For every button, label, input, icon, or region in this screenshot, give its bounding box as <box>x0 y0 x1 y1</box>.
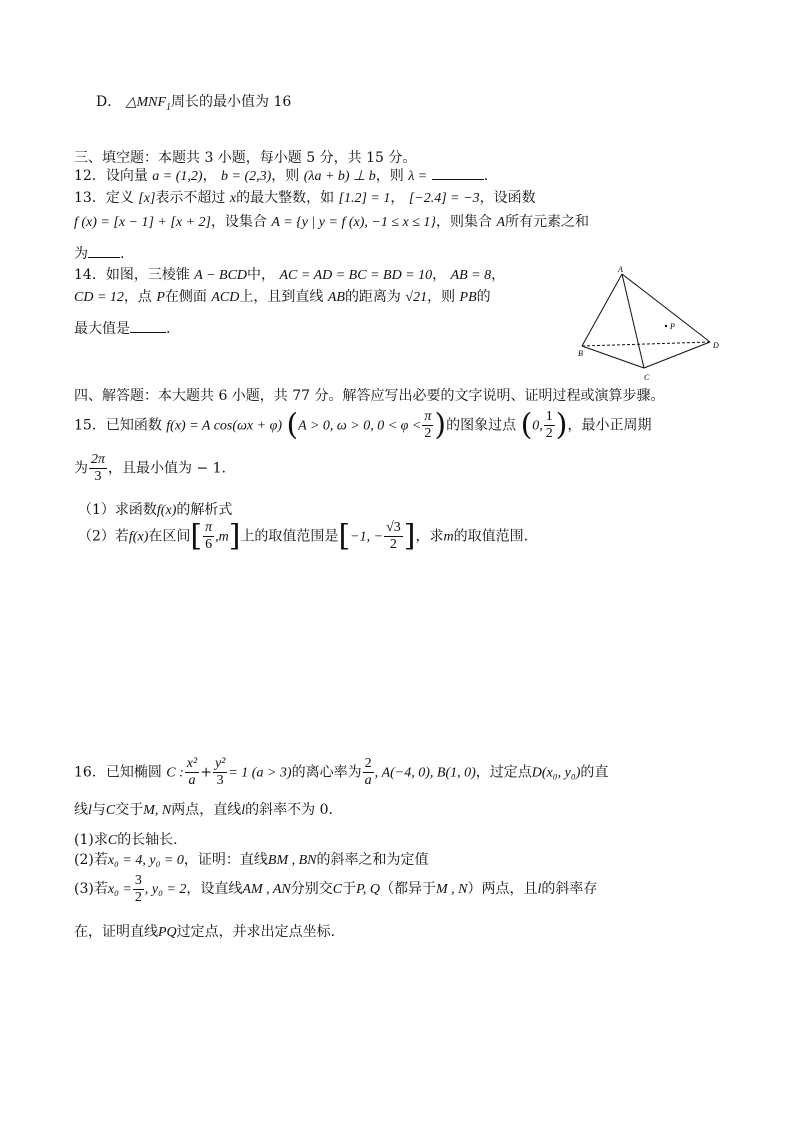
q12-sep: ， <box>202 168 217 184</box>
q15-sqrt3: √3 <box>386 520 401 535</box>
q16-p3b-text1: 在，证明直线 <box>74 924 158 940</box>
q12 <box>74 165 488 187</box>
q16-a: a <box>188 773 196 788</box>
q16-p3-text6: 的斜率存 <box>541 881 598 897</box>
q14-pb: PB <box>459 290 477 305</box>
q16-text2: 的离心率为 <box>291 764 362 781</box>
q16-number: 16． <box>74 764 106 781</box>
q15-p2-text1: 在区间 <box>148 528 191 545</box>
q12-text: 设向量 <box>105 168 148 184</box>
edge-cd <box>644 342 710 368</box>
q16-p2-text1: ，证明：直线 <box>183 852 268 868</box>
q14-sqrt21: √21 <box>405 290 428 305</box>
q12-answer-blank[interactable] <box>432 165 484 180</box>
q16-c2: C <box>105 803 116 818</box>
q16-p2-label: (2)若 <box>74 852 108 868</box>
q12-ask: ，则 <box>375 168 404 184</box>
q16-p1-c: C <box>107 833 118 848</box>
q15-paren-open: ( <box>286 407 299 443</box>
q15-bracket-open: [ <box>190 518 203 554</box>
label-b: B <box>578 349 583 358</box>
q15-part2 <box>78 520 528 553</box>
q15-text2: 的图象过点 <box>446 417 517 434</box>
q15-p1-label: （1）求函数 <box>78 502 157 518</box>
q16-p3-y0: , y₀ = 2 <box>144 882 187 897</box>
q15-p2-text4: 的取值范围. <box>453 528 529 545</box>
q15-p2-pi: π <box>205 520 213 535</box>
q14-comma1: ， <box>432 267 447 283</box>
q14-text1: 如图，三棱锥 <box>105 267 190 283</box>
q16-p3-c: C <box>332 882 343 897</box>
q16-frac-32 <box>133 873 144 906</box>
q13-example1: [1.2] = 1 <box>338 191 391 206</box>
q15-line2 <box>74 452 226 485</box>
q14-text3: ，点 <box>123 289 152 305</box>
q16-two: 2 <box>364 756 372 771</box>
q15-two: 2 <box>424 426 432 441</box>
q15-frac-pi2 <box>422 409 433 442</box>
q15-part1 <box>78 500 232 521</box>
q15-p2-text2: 上的取值范围是 <box>240 528 339 545</box>
q15-p1-text: 的解析式 <box>176 502 233 518</box>
q16-l2: l <box>241 803 246 818</box>
q14-text8: 的 <box>476 289 491 305</box>
q16-text3: ，过定点 <box>475 764 532 781</box>
q16-p2-lines: BM , BN <box>267 853 317 868</box>
q13-number: 13． <box>74 190 106 206</box>
q15-two2: 2 <box>545 426 553 441</box>
q16-text1: 已知椭圆 <box>105 764 162 781</box>
q16-frac-2a <box>363 756 374 789</box>
q15-text4: 为 <box>74 460 88 477</box>
q16-a2: a <box>364 773 372 788</box>
q16-p3-text5: ）两点，且 <box>467 881 538 897</box>
q14-end: . <box>166 321 171 337</box>
q15-bracket-close: ] <box>228 518 241 554</box>
q14-p: P <box>156 290 165 305</box>
q13-line2 <box>74 212 589 233</box>
label-p: P <box>670 322 675 331</box>
q13-text3: 的最大整数，如 <box>236 190 335 206</box>
q15-pi: π <box>424 409 432 424</box>
q16-p3-mn: M , N <box>435 882 468 897</box>
point-p <box>665 325 667 327</box>
q13-a: A <box>496 215 506 230</box>
q13-line3 <box>74 243 124 264</box>
q15-frac-sqrt3 <box>384 520 403 553</box>
q12-sep2: ，则 <box>271 168 300 184</box>
q16-p3-text4: （都异于 <box>379 881 436 897</box>
q13-text2: 表示不超过 <box>155 190 226 206</box>
q13-text8: 为 <box>74 246 88 262</box>
q16-p3-label: (3)若 <box>74 881 108 897</box>
q15-bracket-close2: ] <box>403 518 416 554</box>
option-d-label: D． <box>96 94 122 110</box>
q16-p3-text3: 于 <box>342 881 357 897</box>
q16-text9: 的斜率不为 0. <box>245 802 333 818</box>
q16-points: , A(−4, 0), B(1, 0) <box>374 765 476 781</box>
q13-answer-blank[interactable] <box>88 243 120 258</box>
q15-frac-pi6 <box>203 520 214 553</box>
q16-text5: 线 <box>74 802 88 818</box>
q14-text5: 上，且到直线 <box>239 289 324 305</box>
q13-text5: ，设集合 <box>210 214 267 230</box>
edge-bd <box>582 342 710 346</box>
q16-p3-l: l <box>537 882 542 897</box>
q16-line1 <box>74 756 608 790</box>
q14-comma2: ， <box>491 267 506 283</box>
q15-p2-two: 2 <box>389 537 397 552</box>
q15-function: f(x) = A cos(ωx + φ) <box>166 418 282 434</box>
q14-face: ACD <box>211 290 240 305</box>
q16-part3 <box>74 872 597 907</box>
q16-part1 <box>74 830 178 851</box>
q12-end: . <box>483 168 489 184</box>
q14-eq3: CD = 12 <box>74 290 124 305</box>
q13-text1: 定义 <box>105 190 134 206</box>
q16-p3-pq: P, Q <box>356 882 380 897</box>
q16-three: 3 <box>216 773 224 788</box>
q12-lambda: λ = <box>408 169 428 184</box>
q16-text6: 与 <box>91 802 106 818</box>
q16-line2 <box>74 800 333 821</box>
q15-point0: 0, <box>532 418 543 434</box>
q16-mn: M, N <box>143 803 172 818</box>
q12-number: 12． <box>74 168 106 184</box>
q16-eq: = 1 (a > 3) <box>228 765 292 781</box>
q12-vec-b: b = (2,3) <box>221 169 272 184</box>
q14-tetrahedron: A − BCD <box>194 268 248 283</box>
q16-p1-label: (1)求 <box>74 832 108 848</box>
q16-p3-two: 2 <box>134 889 142 905</box>
q16-p3b-text2: 过定点，并求出定点坐标. <box>176 924 336 940</box>
q16-part3b <box>74 922 335 943</box>
q15-paren-close2: ) <box>555 407 568 443</box>
option-d-sub: 1 <box>166 101 172 113</box>
q16-p2-cond: x₀ = 4, y₀ = 0 <box>107 853 184 868</box>
q15-m: ,m <box>215 529 229 545</box>
q15-p2-m: m <box>443 529 454 545</box>
q14-ab: AB <box>327 290 345 305</box>
q14-eq1: AC = AD = BC = BD = 10 <box>279 268 433 283</box>
q15-three: 3 <box>94 469 102 484</box>
q14-number: 14． <box>74 267 106 283</box>
q16-l: l <box>88 803 92 818</box>
q15-paren-open2: ( <box>520 407 533 443</box>
q13-floor: [x] <box>138 191 156 206</box>
q13-x: x <box>229 191 237 206</box>
q16-frac-x2a <box>185 756 199 789</box>
q14-text6: 的距离为 <box>344 289 401 305</box>
label-d: D <box>713 341 719 350</box>
q15-six: 6 <box>205 537 213 552</box>
q16-p3-text1: ，设直线 <box>186 881 243 897</box>
option-d-text: 周长的最小值为 16 <box>171 94 292 110</box>
q16-p3b-pq: PQ <box>158 925 177 940</box>
tetrahedron-figure <box>572 262 732 386</box>
q16-p1-text: 的长轴长. <box>117 832 178 848</box>
q15-one: 1 <box>545 409 553 424</box>
q14-text4: 在侧面 <box>164 289 207 305</box>
q16-text4: 的直 <box>580 764 609 781</box>
q15-p2-f: f(x) <box>128 529 149 545</box>
q16-frac-y23 <box>213 756 227 789</box>
q15-condition: A > 0, ω > 0, 0 < φ < <box>298 418 422 434</box>
q15-frac-period <box>89 452 107 485</box>
q16-p3-am: AM , AN <box>242 882 291 897</box>
q13-comma: ， <box>390 190 405 206</box>
q15-p2-label: （2）若 <box>78 528 129 545</box>
section3-heading: 三、填空题：本题共 3 小题，每小题 5 分，共 15 分。 <box>74 150 417 166</box>
q15-text1: 已知函数 <box>105 417 162 434</box>
q14-text2: 中， <box>247 267 276 283</box>
q16-p3-x0: x₀ = <box>107 882 132 897</box>
q13-text6: ，则集合 <box>436 214 493 230</box>
q16-text7: 交于 <box>115 802 144 818</box>
option-d <box>96 92 291 118</box>
q15-text5: ，且最小值为 − 1. <box>108 460 227 477</box>
q14-text9: 最大值是 <box>74 321 130 337</box>
q14-line2 <box>74 287 491 308</box>
q15-number: 15． <box>74 417 106 434</box>
q13-example2: [−2.4] = −3 <box>408 191 480 206</box>
q15-p1-f: f(x) <box>156 503 177 518</box>
label-a: A <box>618 265 623 274</box>
q15-text3: ，最小正周期 <box>567 417 652 434</box>
q16-part2 <box>74 850 429 871</box>
option-d-triangle: △MNF <box>125 95 167 110</box>
q16-y2: y² <box>214 756 226 771</box>
q12-condition: (λa + b) ⊥ b <box>303 169 376 184</box>
edge-ab <box>582 274 622 346</box>
q13-end: . <box>120 246 125 262</box>
q16-c: C : <box>166 765 184 781</box>
q15-neg1: −1, − <box>350 529 384 545</box>
q15-p2-text3: ，求 <box>415 528 444 545</box>
q13-line1 <box>74 188 536 209</box>
q12-vec-a: a = (1,2) <box>152 169 203 184</box>
q16-d: D(x₀, y₀) <box>531 765 581 781</box>
q15-2pi: 2π <box>91 452 106 467</box>
edge-bc <box>582 346 644 368</box>
q14-text7: ，则 <box>427 289 456 305</box>
q16-text8: 两点，直线 <box>171 802 242 818</box>
q13-text7: 所有元素之和 <box>505 214 590 230</box>
q14-eq2: AB = 8 <box>450 268 492 283</box>
q14-answer-blank[interactable] <box>130 318 166 333</box>
q15-line1 <box>74 409 652 442</box>
q13-text4: ，设函数 <box>479 190 536 206</box>
q16-p3-text2: 分别交 <box>290 881 333 897</box>
q16-p2-text2: 的斜率之和为定值 <box>316 852 429 868</box>
q16-p3-three: 3 <box>134 872 142 888</box>
q16-plus: + <box>200 764 212 781</box>
label-c: C <box>644 373 650 382</box>
q16-x2: x² <box>186 756 198 771</box>
section4-heading: 四、解答题：本大题共 6 小题，共 77 分。解答应写出必要的文字说明、证明过程或演算步骤。 <box>74 388 665 404</box>
q13-function: f (x) = [x − 1] + [x + 2] <box>74 215 211 230</box>
q13-set: A = {y | y = f (x), −1 ≤ x ≤ 1} <box>271 215 437 230</box>
q14-line1 <box>74 265 505 286</box>
q14-line3 <box>74 318 170 339</box>
q15-bracket-open2: [ <box>338 518 351 554</box>
q15-paren-close: ) <box>434 407 447 443</box>
q15-frac-half <box>544 409 555 442</box>
